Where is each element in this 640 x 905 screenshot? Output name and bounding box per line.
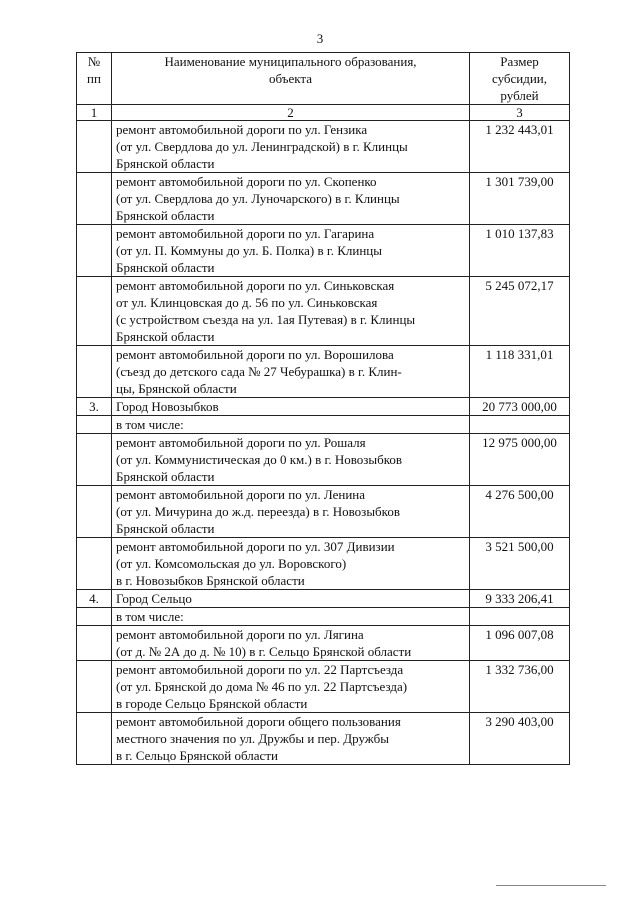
row-name-line: (от ул. Мичурина до ж.д. переезда) в г. Новозыбков xyxy=(116,504,400,519)
row-number: 3. xyxy=(77,398,112,416)
row-amount: 1 301 739,00 xyxy=(470,173,570,225)
page-number: 3 xyxy=(316,31,324,46)
table-header-row xyxy=(77,53,570,105)
row-amount: 3 290 403,00 xyxy=(470,713,570,765)
row-number xyxy=(77,626,112,661)
row-number xyxy=(77,225,112,277)
table-row xyxy=(77,346,570,398)
header-amount xyxy=(470,53,570,105)
row-name xyxy=(112,538,470,590)
row-number xyxy=(77,173,112,225)
row-name-line: ремонт автомобильной дороги по ул. Рошаля xyxy=(116,435,366,450)
table-row xyxy=(77,277,570,346)
header-number-line: пп xyxy=(87,71,101,86)
table-row xyxy=(77,713,570,765)
row-amount: 1 096 007,08 xyxy=(470,626,570,661)
row-name-line: ремонт автомобильной дороги по ул. Скопенко xyxy=(116,174,377,189)
row-name-line: местного значения по ул. Дружбы и пер. Дружбы xyxy=(116,731,389,746)
header-number-line: № xyxy=(87,54,101,69)
row-name-line: (с устройством съезда на ул. 1ая Путевая) в г. Клинцы xyxy=(116,312,416,327)
row-number xyxy=(77,713,112,765)
header-number xyxy=(77,53,112,105)
header-amount-line: рублей xyxy=(500,88,539,103)
row-number xyxy=(77,434,112,486)
row-name-line: от ул. Клинцовская до д. 56 по ул. Синьковская xyxy=(116,295,378,310)
header-name-line: Наименование муниципального образования, xyxy=(164,54,417,69)
row-name-line: (съезд до детского сада № 27 Чебурашка) в г. Клин- xyxy=(116,364,402,379)
row-amount: 5 245 072,17 xyxy=(470,277,570,346)
row-name xyxy=(112,626,470,661)
table-row xyxy=(77,538,570,590)
table-body xyxy=(77,121,570,765)
row-name-line: (от ул. Свердлова до ул. Луночарского) в г. Клинцы xyxy=(116,191,400,206)
column-index: 3 xyxy=(470,105,570,121)
row-amount: 4 276 500,00 xyxy=(470,486,570,538)
row-number xyxy=(77,277,112,346)
table-row xyxy=(77,398,570,416)
table-row xyxy=(77,626,570,661)
row-name-line: Брянской области xyxy=(116,329,215,344)
header-amount-line: Размер xyxy=(500,54,539,69)
row-number xyxy=(77,416,112,434)
row-name-line: ремонт автомобильной дороги по ул. 22 Партсъезда xyxy=(116,662,404,677)
row-name xyxy=(112,398,470,416)
row-amount: 1 232 443,01 xyxy=(470,121,570,173)
row-name-line: Брянской области xyxy=(116,469,215,484)
row-name xyxy=(112,434,470,486)
row-name-line: Город Новозыбков xyxy=(116,399,219,414)
row-name-line: Брянской области xyxy=(116,208,215,223)
row-name-line: в г. Сельцо Брянской области xyxy=(116,748,278,763)
row-amount: 12 975 000,00 xyxy=(470,434,570,486)
row-amount xyxy=(470,608,570,626)
row-name xyxy=(112,661,470,713)
row-name-line: ремонт автомобильной дороги по ул. Ворошилова xyxy=(116,347,394,362)
row-amount: 3 521 500,00 xyxy=(470,538,570,590)
row-number: 4. xyxy=(77,590,112,608)
row-name-line: Город Сельцо xyxy=(116,591,192,606)
row-name-line: (от ул. П. Коммуны до ул. Б. Полка) в г. Клинцы xyxy=(116,243,382,258)
row-amount: 1 010 137,83 xyxy=(470,225,570,277)
row-name-line: в том числе: xyxy=(116,609,184,624)
row-name-line: (от ул. Комсомольская до ул. Воровского) xyxy=(116,556,347,571)
table-row xyxy=(77,416,570,434)
table-row xyxy=(77,173,570,225)
table-row xyxy=(77,434,570,486)
row-number xyxy=(77,486,112,538)
row-name xyxy=(112,173,470,225)
table-row xyxy=(77,121,570,173)
row-name xyxy=(112,713,470,765)
row-number xyxy=(77,121,112,173)
row-number xyxy=(77,661,112,713)
row-name-line: Брянской области xyxy=(116,156,215,171)
table-row xyxy=(77,608,570,626)
row-name xyxy=(112,486,470,538)
row-name-line: цы, Брянской области xyxy=(116,381,237,396)
row-name-line: ремонт автомобильной дороги по ул. Гензика xyxy=(116,122,368,137)
row-name-line: (от ул. Брянской до дома № 46 по ул. 22 Партсъезда) xyxy=(116,679,408,694)
row-number xyxy=(77,538,112,590)
row-number xyxy=(77,608,112,626)
row-name-line: (от ул. Свердлова до ул. Ленинградской) в г. Клинцы xyxy=(116,139,408,154)
row-amount: 1 118 331,01 xyxy=(470,346,570,398)
row-name xyxy=(112,590,470,608)
row-number xyxy=(77,346,112,398)
row-name-line: Брянской области xyxy=(116,521,215,536)
row-name-line: (от ул. Коммунистическая до 0 км.) в г. Новозыбков xyxy=(116,452,403,467)
header-amount-line: субсидии, xyxy=(491,71,548,86)
row-name-line: ремонт автомобильной дороги общего пользования xyxy=(116,714,401,729)
row-name-line: ремонт автомобильной дороги по ул. 307 Дивизии xyxy=(116,539,395,554)
row-name-line: в городе Сельцо Брянской области xyxy=(116,696,308,711)
column-index: 2 xyxy=(112,105,470,121)
row-name-line: Брянской области xyxy=(116,260,215,275)
row-name-line: ремонт автомобильной дороги по ул. Синьковская xyxy=(116,278,395,293)
row-name xyxy=(112,225,470,277)
row-name xyxy=(112,121,470,173)
table-row xyxy=(77,661,570,713)
row-name-line: в г. Новозыбков Брянской области xyxy=(116,573,305,588)
column-index: 1 xyxy=(77,105,112,121)
row-amount: 9 333 206,41 xyxy=(470,590,570,608)
footer-rule xyxy=(496,885,606,886)
row-name-line: ремонт автомобильной дороги по ул. Гагарина xyxy=(116,226,375,241)
subsidy-table xyxy=(76,52,570,765)
row-name xyxy=(112,346,470,398)
row-amount: 1 332 736,00 xyxy=(470,661,570,713)
row-amount xyxy=(470,416,570,434)
column-index-row xyxy=(77,105,570,121)
row-name xyxy=(112,277,470,346)
row-name xyxy=(112,416,470,434)
row-name-line: в том числе: xyxy=(116,417,184,432)
row-name-line: (от д. № 2А до д. № 10) в г. Сельцо Брянской области xyxy=(116,644,412,659)
row-name-line: ремонт автомобильной дороги по ул. Ленина xyxy=(116,487,366,502)
table-row xyxy=(77,590,570,608)
header-name xyxy=(112,53,470,105)
row-name-line: ремонт автомобильной дороги по ул. Лягина xyxy=(116,627,364,642)
header-name-line: объекта xyxy=(268,71,313,86)
row-amount: 20 773 000,00 xyxy=(470,398,570,416)
row-name xyxy=(112,608,470,626)
table-row xyxy=(77,225,570,277)
table-row xyxy=(77,486,570,538)
